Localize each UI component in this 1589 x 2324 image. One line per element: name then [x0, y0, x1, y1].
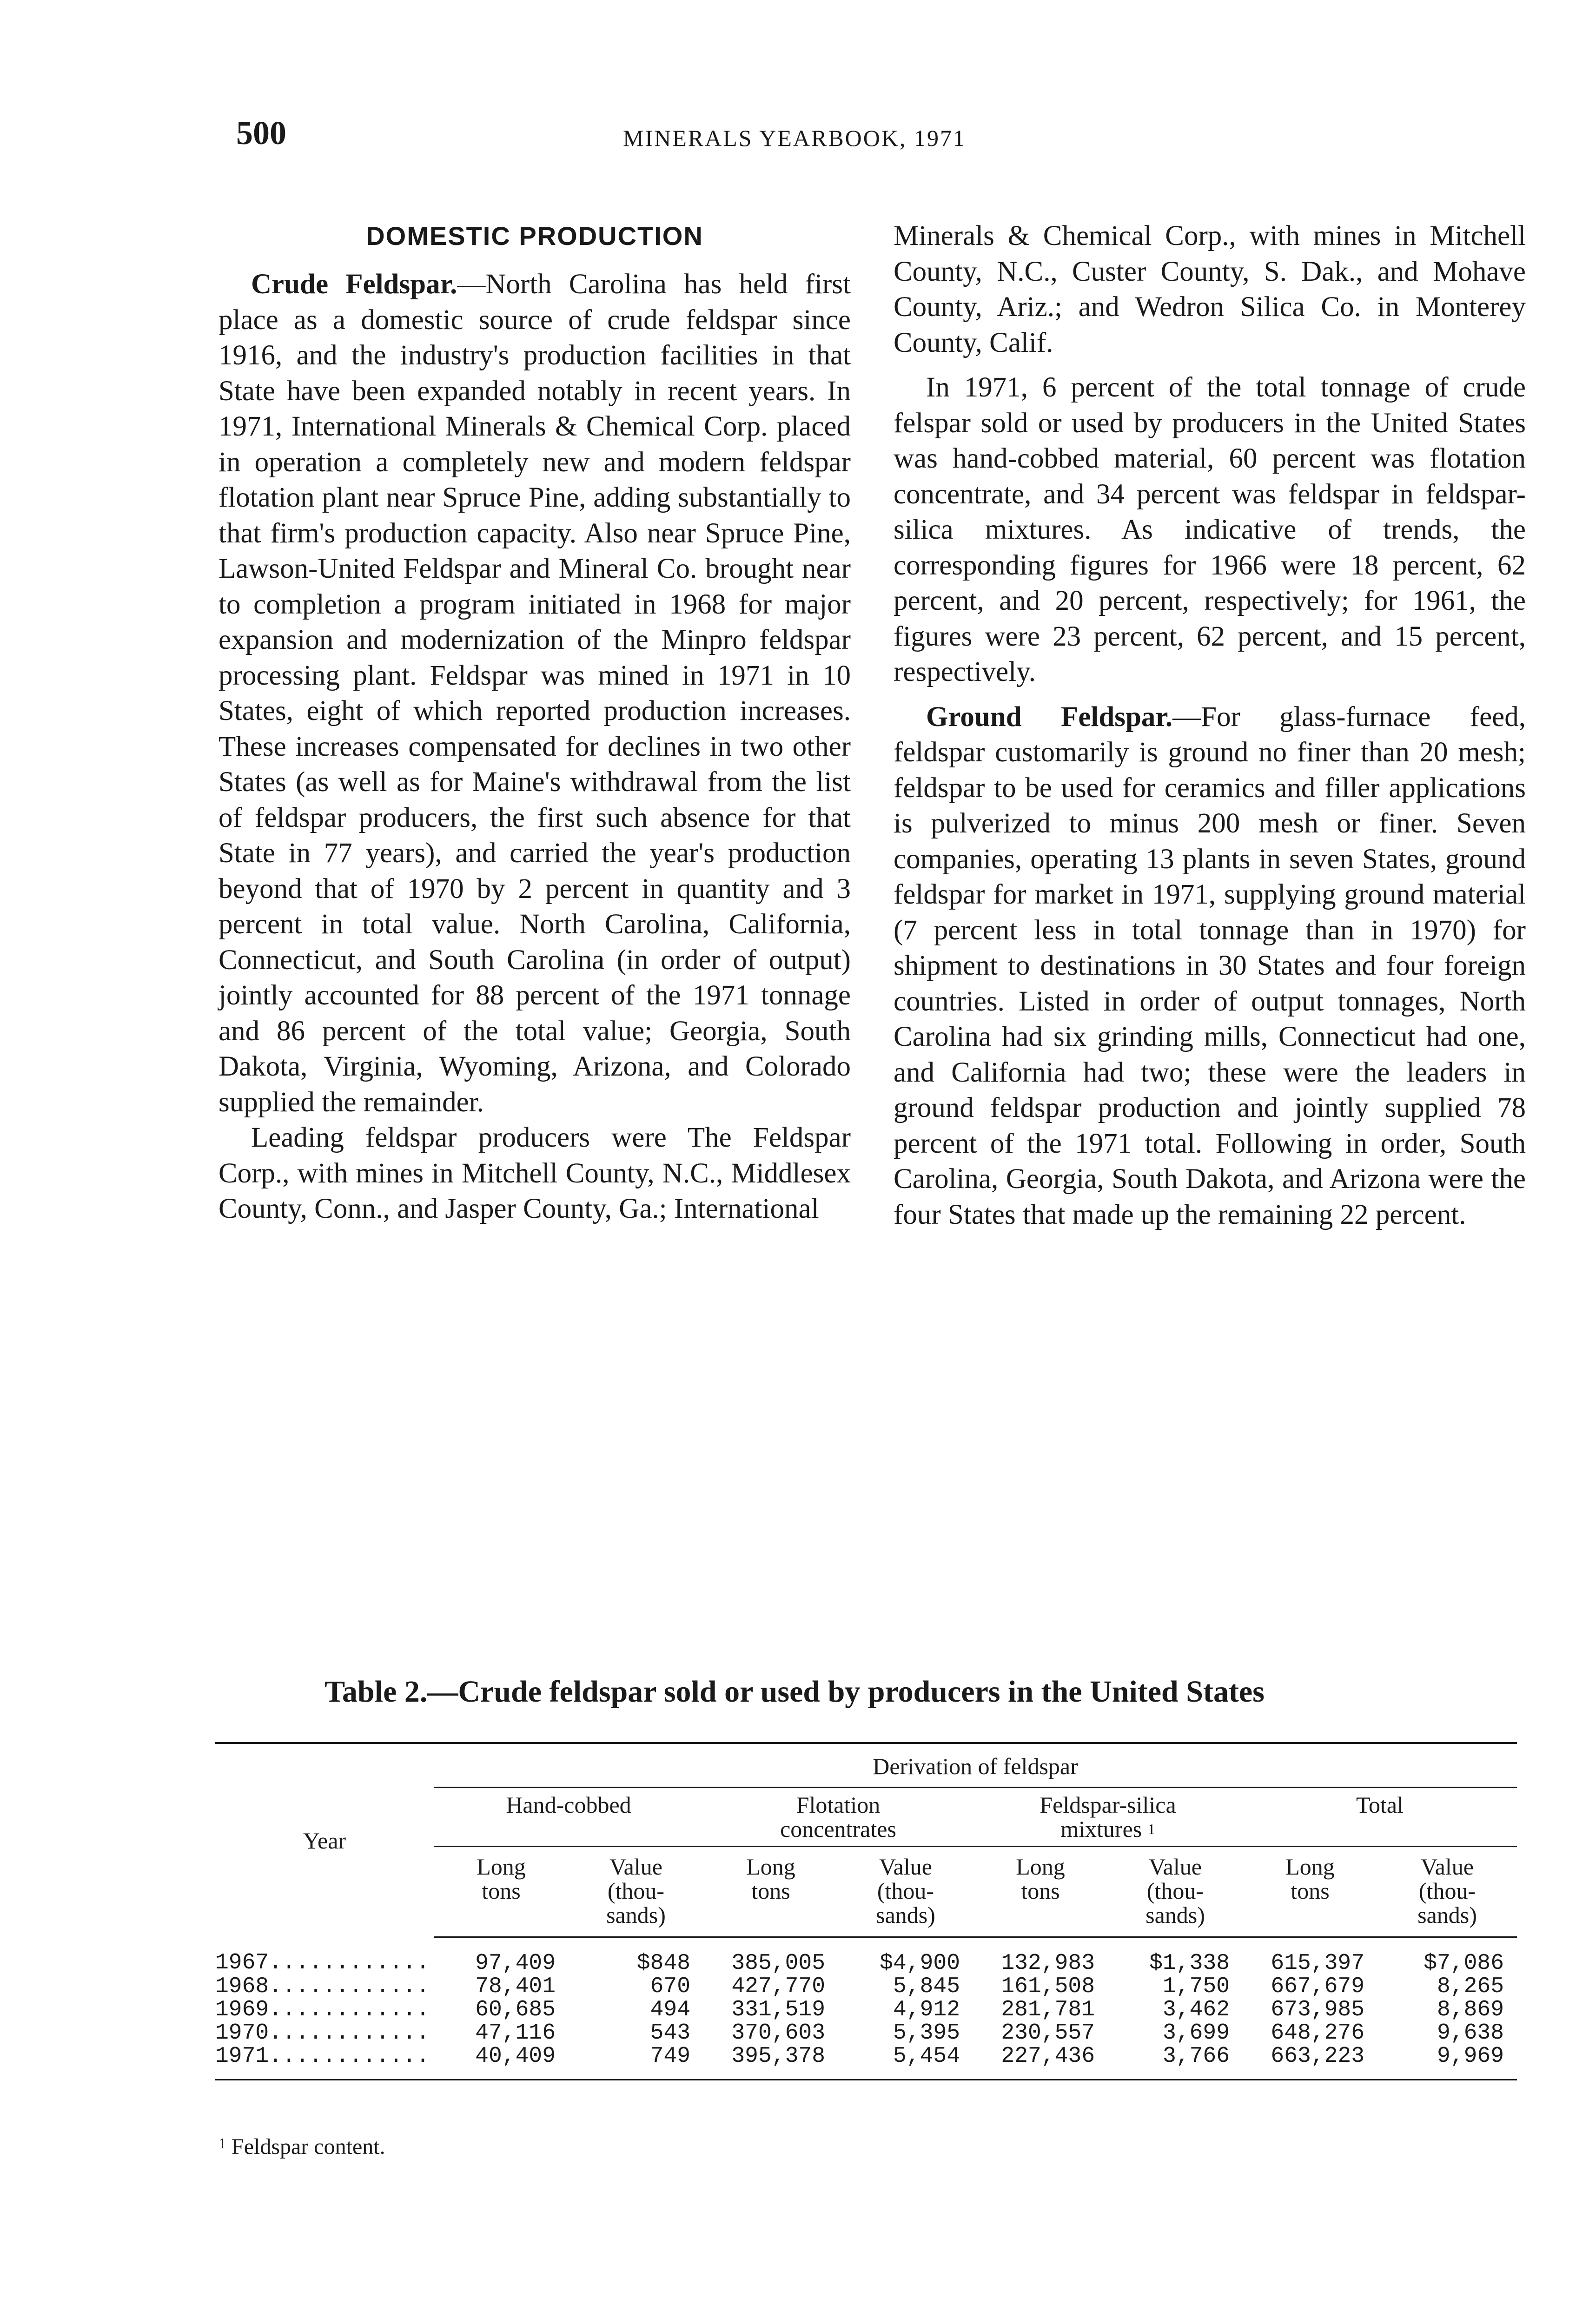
year-label: 1967 — [215, 1950, 269, 1975]
year-label: 1971 — [215, 2045, 269, 2069]
run-in-heading: Crude Feldspar. — [251, 269, 457, 300]
hand-value-cell: 749 — [569, 2045, 703, 2080]
subheader-value — [1377, 1847, 1517, 1937]
flotation-tons-cell: 370,603 — [731, 2020, 825, 2046]
year-header: Year — [215, 1743, 434, 1937]
subheader-line: Value — [1149, 1854, 1202, 1880]
total-value-cell: 9,969 — [1377, 2045, 1517, 2080]
hand-tons-cell: 60,685 — [475, 1997, 556, 2022]
hand-tons-cell: 97,409 — [475, 1951, 556, 1976]
total-value-cell: 8,265 — [1437, 1974, 1504, 1999]
data-table — [215, 1742, 1517, 2080]
year-cell — [215, 1998, 434, 2021]
year-label: 1970 — [215, 2021, 269, 2045]
year-cell — [215, 1937, 434, 1975]
table-row — [215, 2045, 1517, 2080]
subheader-line: Long — [477, 1854, 526, 1880]
leader-dots: ............ — [269, 1998, 430, 2021]
table-row — [215, 2021, 1517, 2045]
mixture-value-cell: $1,338 — [1149, 1951, 1230, 1976]
paragraph-text: —For glass-furnace feed, feldspar customarily is ground no finer than 20 mesh; feldspar to be used for ceramics and filler applications is pulverized to minus 200 mesh or finer. Seven companies, operating 13 plants in seven States, ground feldspar for market in 1971, supplying ground material (7 percent less in total tonnage than in 1970) for shipment to destinations in 30 States and four foreign countries. Listed in order of output tonnages, North Carolina had six grinding mills, Connecticut had one, and California had two; these were the leaders in ground feldspar production and jointly supplied 78 percent of the 1971 total. Following in order, South Carolina, Georgia, South Dakota, and Arizona were the four States that made up the remaining 22 percent. — [894, 701, 1526, 1230]
flotation-value-cell: 5,454 — [838, 2045, 973, 2080]
group-feldspar-silica — [973, 1788, 1243, 1847]
total-value-cell: 9,638 — [1437, 2020, 1504, 2046]
year-cell — [215, 2021, 434, 2045]
subheader-line: (thou- — [607, 1878, 665, 1904]
flotation-tons-cell: 427,770 — [731, 1974, 825, 1999]
subheader-line: Value — [879, 1854, 932, 1880]
footnote-marker: 1 — [1147, 1821, 1155, 1837]
table-row — [215, 1975, 1517, 1998]
total-tons-cell: 615,397 — [1271, 1951, 1364, 1976]
total-tons-cell: 673,985 — [1271, 1997, 1364, 2022]
subheader-long-tons — [434, 1847, 569, 1937]
table-row — [215, 1998, 1517, 2021]
flotation-tons-cell: 331,519 — [731, 1997, 825, 2022]
total-tons-cell: 663,223 — [1243, 2045, 1377, 2080]
hand-tons-cell: 40,409 — [434, 2045, 569, 2080]
total-tons-cell: 648,276 — [1271, 2020, 1364, 2046]
paragraph-continued: Minerals & Chemical Corp., with mines in Mitchell County, N.C., Custer County, S. Dak., and Mohave County, Ariz.; and Wedron Silica Co. in Monterey County, Calif. — [894, 220, 1526, 358]
subheader-line: Value — [609, 1854, 662, 1880]
page-number: 500 — [236, 114, 286, 152]
subheader-line: (thou- — [1146, 1878, 1204, 1904]
mixture-tons-cell: 227,436 — [973, 2045, 1108, 2080]
subheader-line: Long — [746, 1854, 795, 1880]
mixture-tons-cell: 230,557 — [1001, 2020, 1095, 2046]
subheader-long-tons — [973, 1847, 1108, 1937]
total-tons-cell: 667,679 — [1271, 1974, 1364, 1999]
mixture-tons-cell: 132,983 — [1001, 1951, 1095, 1976]
table-footnote — [218, 2136, 385, 2158]
group-flotation — [703, 1788, 973, 1847]
right-column — [894, 218, 1526, 1233]
flotation-value-cell: $4,900 — [880, 1951, 960, 1976]
footnote-text: Feldspar content. — [232, 2134, 385, 2159]
left-column — [218, 218, 851, 1227]
subheader-line: Long — [1016, 1854, 1065, 1880]
subheader-line: sands) — [1145, 1902, 1205, 1928]
leader-dots: ............ — [269, 1975, 430, 1998]
paragraph-ground-feldspar — [894, 700, 1526, 1233]
subheader-value — [569, 1847, 703, 1937]
subheader-value — [838, 1847, 973, 1937]
group-label-text: mixtures — [1060, 1816, 1142, 1842]
leader-dots: ............ — [269, 1950, 430, 1975]
run-in-heading: Ground Feldspar. — [926, 701, 1173, 733]
subheader-line: tons — [1021, 1878, 1060, 1904]
year-cell — [215, 1975, 434, 1998]
group-label-line — [973, 1817, 1243, 1841]
flotation-value-cell: 5,845 — [893, 1974, 960, 1999]
table-row — [215, 1937, 1517, 1975]
mixture-value-cell: 1,750 — [1162, 1974, 1230, 1999]
subheader-line: Long — [1285, 1854, 1335, 1880]
flotation-tons-cell: 395,378 — [703, 2045, 838, 2080]
hand-value-cell: 670 — [650, 1974, 690, 1999]
total-value-cell: 8,869 — [1437, 1997, 1504, 2022]
subheader-long-tons — [703, 1847, 838, 1937]
running-head: MINERALS YEARBOOK, 1971 — [623, 125, 966, 151]
group-label-line: concentrates — [780, 1816, 896, 1842]
flotation-value-cell: 5,395 — [893, 2020, 960, 2046]
leader-dots: ............ — [269, 2045, 430, 2069]
group-total: Total — [1243, 1788, 1517, 1847]
table-title: Table 2.—Crude feldspar sold or used by producers in the United States — [324, 1675, 1265, 1709]
mixture-tons-cell: 281,781 — [1001, 1997, 1095, 2022]
total-value-cell: $7,086 — [1423, 1951, 1504, 1976]
subheader-line: tons — [482, 1878, 521, 1904]
group-hand-cobbed: Hand-cobbed — [434, 1788, 703, 1847]
subheader-line: (thou- — [1418, 1878, 1476, 1904]
paragraph-crude-feldspar — [218, 267, 851, 1120]
mixture-value-cell: 3,699 — [1162, 2020, 1230, 2046]
leader-dots: ............ — [269, 2021, 430, 2045]
mixture-tons-cell: 161,508 — [1001, 1974, 1095, 1999]
mixture-value-cell: 3,462 — [1162, 1997, 1230, 2022]
hand-value-cell: 494 — [650, 1997, 690, 2022]
paragraph-producers: Leading feldspar producers were The Feldspar Corp., with mines in Mitchell County, N.C., Middlesex County, Conn., and Jasper County, Ga.; International — [218, 1122, 851, 1224]
section-heading: DOMESTIC PRODUCTION — [366, 221, 703, 251]
subheader-line: tons — [751, 1878, 790, 1904]
flotation-value-cell: 4,912 — [893, 1997, 960, 2022]
subheader-line: sands) — [1417, 1902, 1477, 1928]
group-label-line: Flotation — [796, 1792, 881, 1818]
subheader-long-tons — [1243, 1847, 1377, 1937]
subheader-line: (thou- — [877, 1878, 934, 1904]
year-label: 1969 — [215, 1998, 269, 2021]
hand-tons-cell: 47,116 — [475, 2020, 556, 2046]
year-label: 1968 — [215, 1975, 269, 1998]
year-cell — [215, 2045, 434, 2080]
hand-value-cell: $848 — [636, 1951, 690, 1976]
paragraph-tonnage: In 1971, 6 percent of the total tonnage of crude felspar sold or used by producers in the United States was hand-cobbed material, 60 percent was flotation concentrate, and 34 percent was feldspar in feldspar-silica mixtures. As indicative of trends, the corresponding figures for 1966 were 18 percent, 62 percent, and 20 percent, respectively; for 1961, the figures were 23 percent, 62 percent, and 15 percent, respectively. — [894, 372, 1526, 687]
subheader-line: tons — [1291, 1878, 1330, 1904]
hand-tons-cell: 78,401 — [475, 1974, 556, 1999]
subheader-line: Value — [1421, 1854, 1474, 1880]
hand-value-cell: 543 — [650, 2020, 690, 2046]
group-label-line: Feldspar-silica — [1039, 1792, 1176, 1818]
subheader-line: sands) — [606, 1902, 666, 1928]
spanner-header: Derivation of feldspar — [434, 1743, 1517, 1788]
subheader-line: sands) — [876, 1902, 935, 1928]
flotation-tons-cell: 385,005 — [731, 1951, 825, 1976]
subheader-value — [1108, 1847, 1243, 1937]
footnote-marker: 1 — [218, 2135, 226, 2152]
mixture-value-cell: 3,766 — [1108, 2045, 1243, 2080]
paragraph-text: —North Carolina has held first place as a domestic source of crude feldspar since 1916, and the industry's production facilities in that State have been expanded notably in recent years. In 1971, International Minerals & Chemical Corp. placed in operation a completely new and modern feldspar flotation plant near Spruce Pine, adding substantially to that firm's production capacity. Also near Spruce Pine, Lawson-United Feldspar and Mineral Co. brought near to completion a program initiated in 1968 for major expansion and modernization of the Minpro feldspar processing plant. Feldspar was mined in 1971 in 10 States, eight of which reported production increases. These increases compensated for declines in two other States (as well as for Maine's withdrawal from the list of feldspar producers, the first such absence for that State in 77 years), and carried the year's production beyond that of 1970 by 2 percent in quantity and 3 percent in total value. North Carolina, California, Connecticut, and South Carolina (in order of output) jointly accounted for 88 percent of the 1971 tonnage and 86 percent of the total value; Georgia, South Dakota, Virginia, Wyoming, Arizona, and Colorado supplied the remainder. — [218, 269, 851, 1118]
